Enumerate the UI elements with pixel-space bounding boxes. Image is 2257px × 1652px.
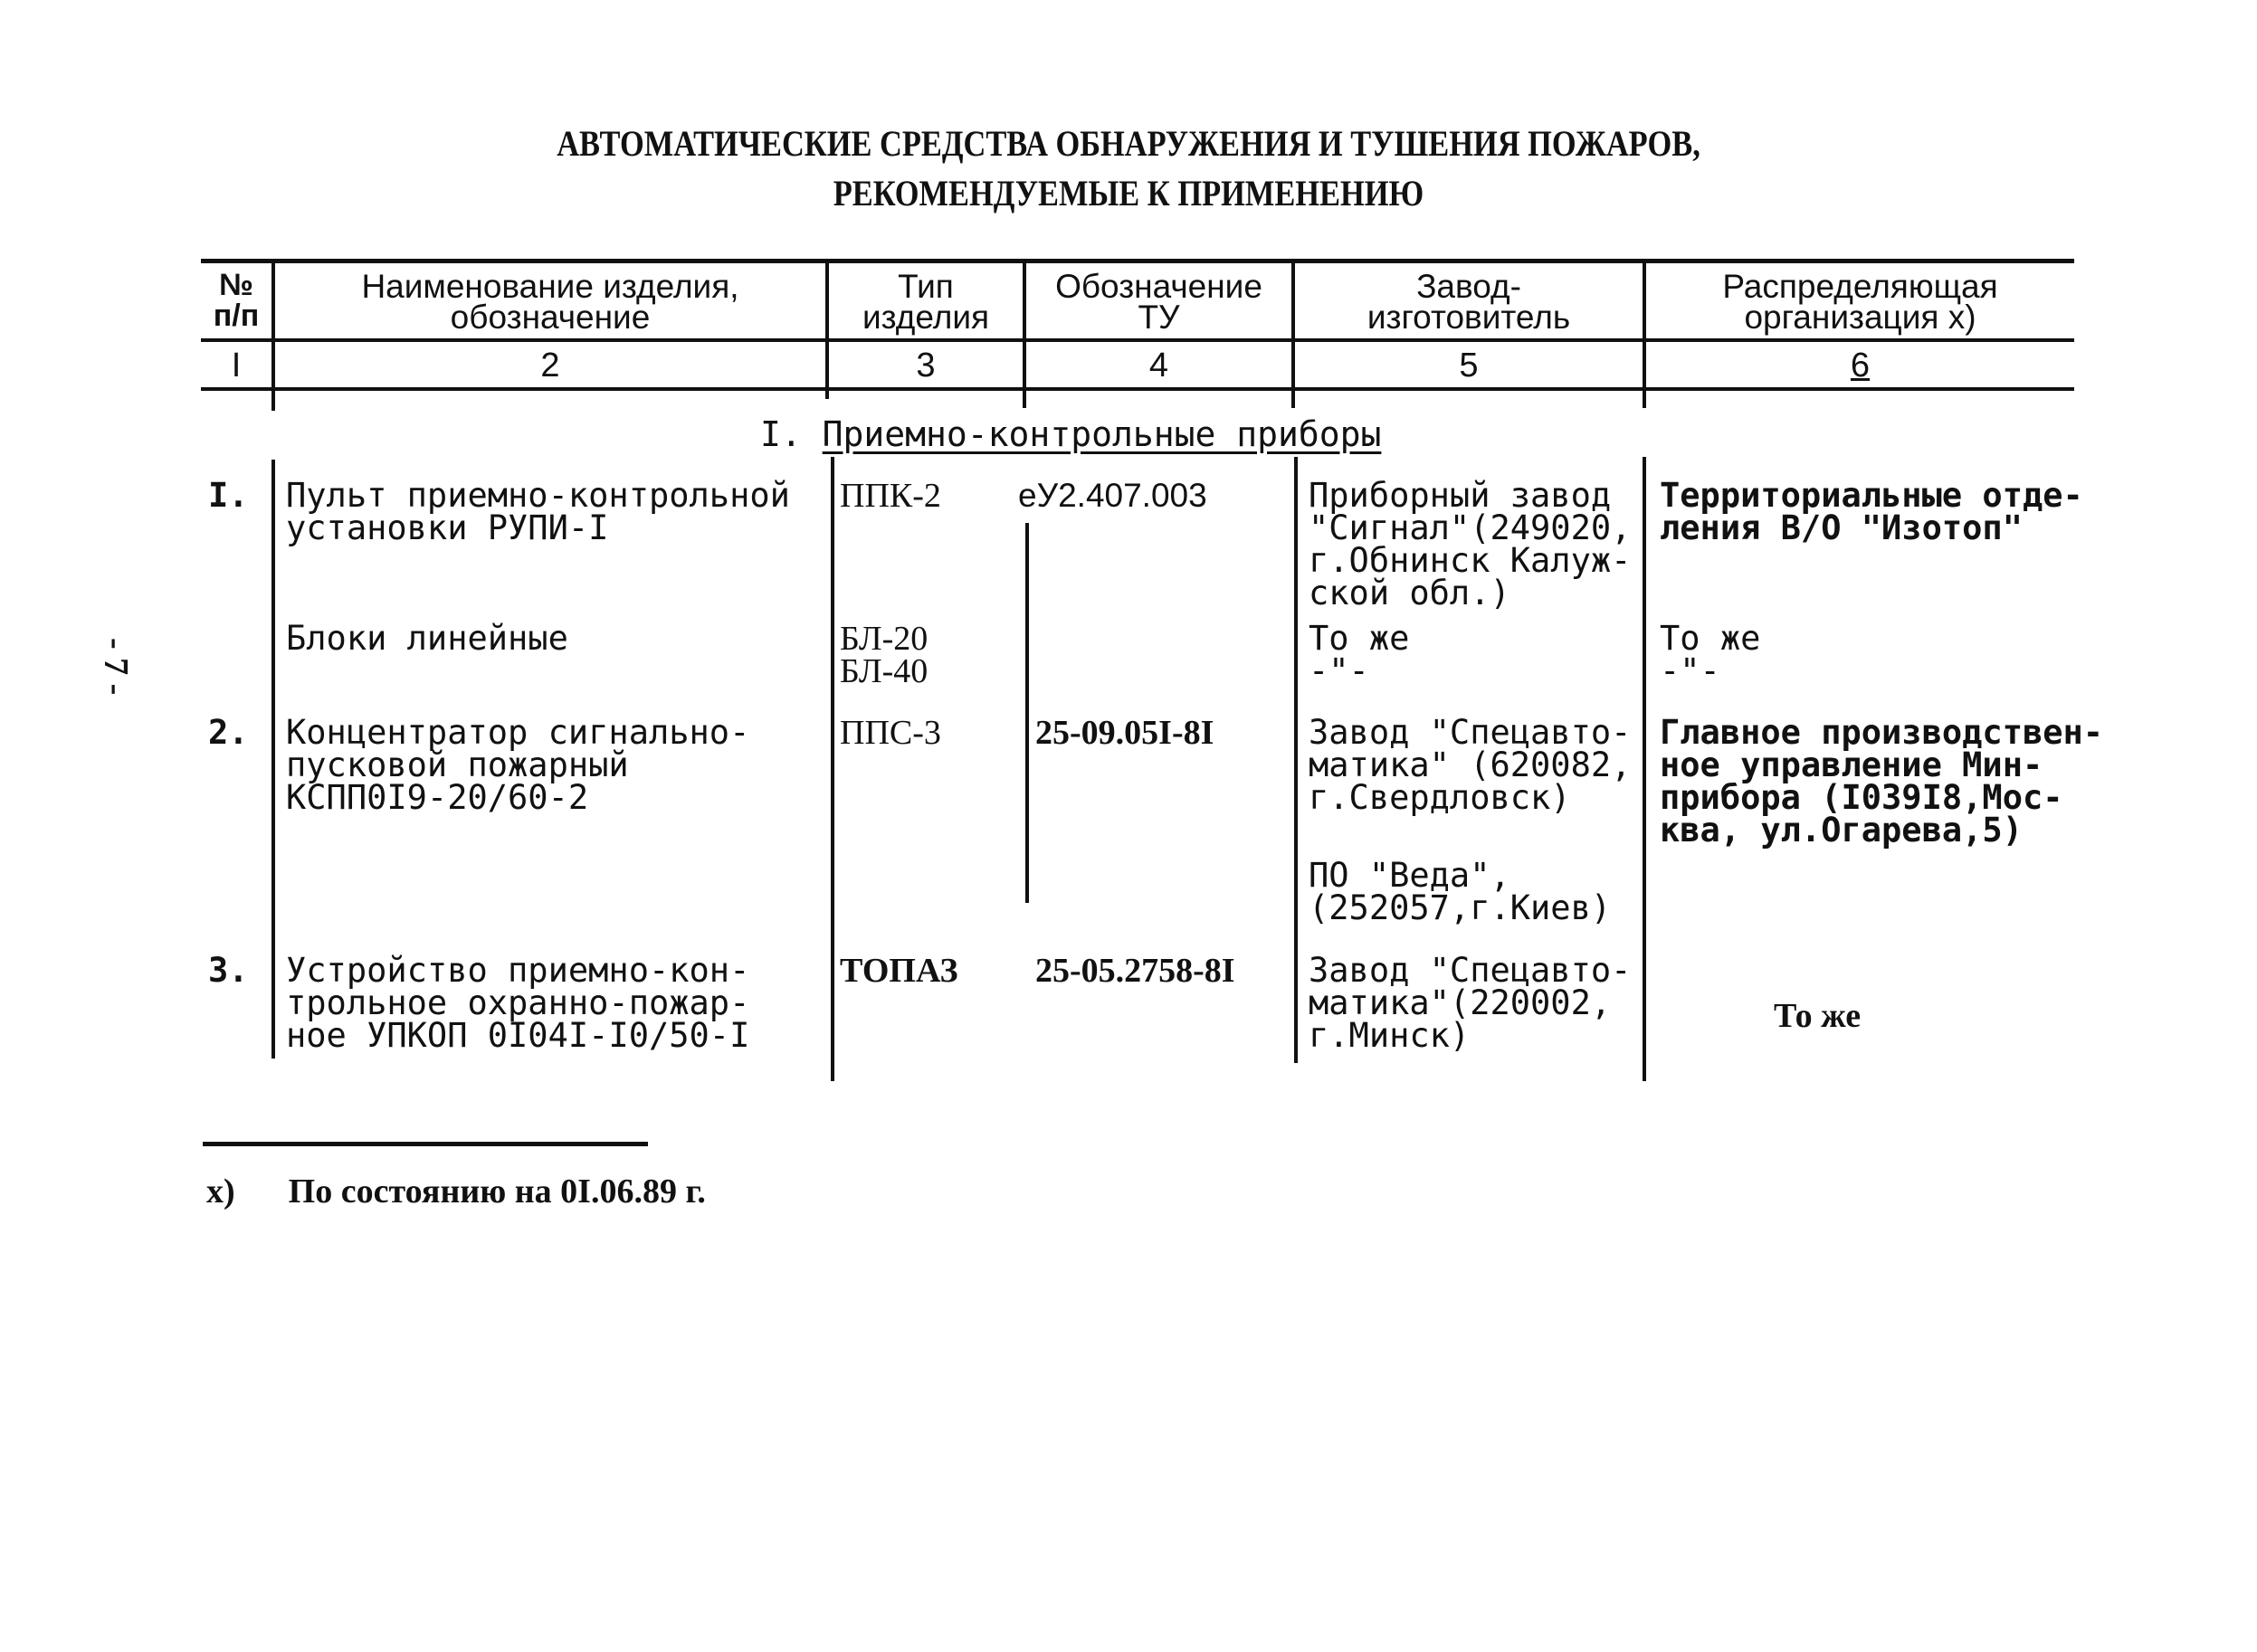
row1-type: ППК-2	[840, 477, 941, 515]
row2-number: 2.	[208, 713, 249, 752]
row2-org: Главное производствен- ное управление Мин- прибора (I039I8,Мос- ква, ул.Огарева,5)	[1660, 713, 2104, 850]
table-top-rule	[201, 259, 2074, 263]
header-maker: Завод- изготовитель	[1367, 268, 1571, 336]
header-name: Наименование изделия, обозначение	[361, 268, 739, 336]
row2-tu: 25-09.05I-8I	[1035, 714, 1214, 752]
row3-maker: Завод "Спецавто- матика"(220002, г.Минск)	[1309, 951, 1632, 1055]
section-label: Приемно-контрольные приборы	[822, 414, 1382, 454]
colnum-bottom-rule	[201, 387, 2074, 391]
row2-type: ППС-3	[840, 714, 941, 752]
row3-name: Устройство приемно-кон- трольное охранно-пожар- ное УПКОП 0I04I-I0/50-I	[286, 951, 750, 1055]
colnum-6: 6	[1850, 347, 1871, 385]
row3-type: ТОПАЗ	[840, 952, 958, 990]
document-title-line1: АВТОМАТИЧЕСКИЕ СРЕДСТВА ОБНАРУЖЕНИЯ И ТУШЕНИЯ ПОЖАРОВ,	[557, 123, 1700, 164]
footnote-rule	[203, 1142, 648, 1146]
row1-number: I.	[208, 476, 249, 515]
page-marker: - 7 -	[97, 638, 135, 696]
colnum-5: 5	[1459, 347, 1479, 385]
section-number: I.	[760, 414, 802, 454]
colnum-2: 2	[540, 347, 560, 385]
body-divider-4	[1294, 457, 1298, 1063]
body-divider-5	[1643, 457, 1646, 1081]
document-title-line2: РЕКОМЕНДУЕМЫЕ К ПРИМЕНЕНИЮ	[833, 173, 1424, 214]
row1b-name: Блоки линейные	[286, 619, 568, 658]
footnote-mark: х)	[206, 1173, 235, 1211]
footnote-text: По состоянию на 0I.06.89 г.	[288, 1173, 706, 1211]
header-org: Распределяющая организация х)	[1722, 268, 1998, 336]
colnum-1: I	[231, 347, 242, 385]
row3-org: То же	[1774, 997, 1862, 1035]
body-divider-3	[1025, 523, 1029, 903]
row1-maker: Приборный завод "Сигнал"(249020, г.Обнинск Калуж- ской обл.)	[1309, 476, 1632, 612]
row1b-maker: То же -"-	[1309, 619, 1410, 690]
body-divider-2	[831, 457, 834, 1081]
body-divider-1	[271, 460, 275, 1059]
row1-name: Пульт приемно-контрольной установки РУПИ-I	[286, 476, 790, 547]
row1-org: Территориальные отде- ления В/О "Изотоп"	[1660, 476, 2083, 547]
footnote	[206, 1172, 706, 1211]
row1b-org: То же -"-	[1660, 619, 1761, 690]
header-number: № п/п	[213, 268, 260, 333]
row2-name: Концентратор сигнально- пусковой пожарный КСПП0I9-20/60-2	[286, 713, 750, 817]
row3-number: 3.	[208, 951, 249, 990]
row1b-type: БЛ-20 БЛ-40	[840, 620, 929, 690]
header-bottom-rule	[201, 338, 2074, 342]
header-type: Тип изделия	[862, 268, 990, 336]
row2-maker: Завод "Спецавто- матика" (620082, г.Свердловск)	[1309, 713, 1632, 817]
row2b-maker: ПО "Веда", (252057,г.Киев)	[1309, 856, 1612, 927]
section-heading	[760, 414, 1381, 454]
colnum-4: 4	[1148, 347, 1169, 385]
header-tu: Обозначение ТУ	[1055, 268, 1262, 336]
colnum-3: 3	[916, 347, 936, 385]
row3-tu: 25-05.2758-8I	[1035, 952, 1235, 990]
row1-tu: еУ2.407.003	[1018, 477, 1207, 514]
